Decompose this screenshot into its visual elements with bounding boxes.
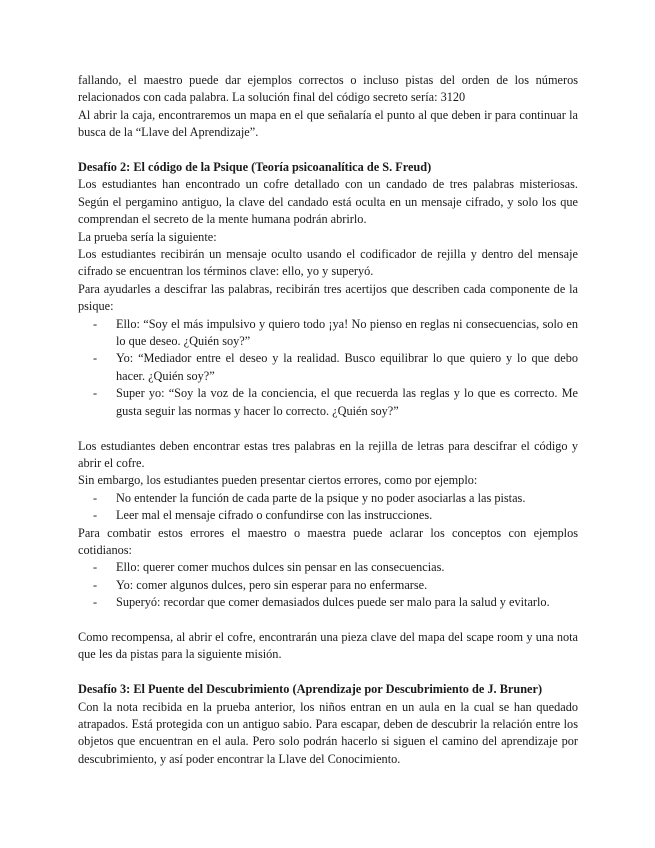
challenge-2-paragraph-2: La prueba sería la siguiente:: [78, 229, 217, 244]
intro-paragraph-1: fallando, el maestro puede dar ejemplos correctos o incluso pistas del orden de los números relacionados con cada palabra. La solución final del código secreto sería: 3120: [78, 73, 578, 105]
errors-list: [78, 490, 578, 525]
dash-bullet: -: [93, 316, 98, 331]
list-item-text: Yo: “Mediador entre el deseo y la realidad. Busco equilibrar lo que quiero y lo que debo hacer. ¿Quién soy?”: [116, 351, 578, 383]
riddles-list: [78, 316, 578, 420]
list-item-text: Yo: comer algunos dulces, pero sin esperar para no enfermarse.: [116, 577, 428, 592]
dash-bullet: -: [93, 595, 98, 610]
spacer: [78, 612, 578, 629]
dash-bullet: -: [93, 508, 98, 523]
dash-bullet: -: [93, 386, 98, 401]
challenge-3-heading: Desafío 3: El Puente del Descubrimiento (Aprendizaje por Descubrimiento de J. Bruner): [78, 682, 543, 697]
challenge-2-paragraph-5: Los estudiantes deben encontrar estas tres palabras en la rejilla de letras para descifrar el código y abrir el cofre.: [78, 438, 578, 470]
challenge-3-paragraph-1: Con la nota recibida en la prueba anterior, los niños entran en un aula en la cual se han quedado atrapados. Está protegida con un antiguo sabio. Para escapar, deben de descubrir la relación entre los objetos que encuentran en el aula. Pero solo podrán hacerlo si siguen el camino del aprendizaje por descubrimiento, y así poder encontrar la Llave del Conocimiento.: [78, 699, 578, 766]
list-item-text: Superyó: recordar que comer demasiados dulces puede ser malo para la salud y evitarlo.: [116, 595, 550, 610]
list-item-text: Leer mal el mensaje cifrado o confundirse con las instrucciones.: [116, 508, 433, 523]
list-item-text: Ello: “Soy el más impulsivo y quiero todo ¡ya! No pienso en reglas ni consecuencias, solo en lo que deseo. ¿Quién soy?”: [116, 316, 578, 349]
spacer: [78, 420, 578, 437]
list-item: [78, 507, 578, 524]
examples-list: [78, 559, 578, 611]
challenge-2-paragraph-3: Los estudiantes recibirán un mensaje oculto usando el codificador de rejilla y dentro del mensaje cifrado se encuentran los términos clave: ello, yo y superyó.: [78, 247, 578, 279]
dash-bullet: -: [93, 560, 98, 575]
list-item-text: No entender la función de cada parte de la psique y no poder asociarlas a las pistas.: [116, 490, 526, 505]
challenge-2-paragraph-8: Como recompensa, al abrir el cofre, encontrarán una pieza clave del mapa del scape room y una nota que les da pistas para la siguiente misión.: [78, 629, 578, 662]
list-item: [78, 577, 578, 594]
list-item: [78, 385, 578, 420]
challenge-2-paragraph-6: Sin embargo, los estudiantes pueden presentar ciertos errores, como por ejemplo:: [78, 473, 478, 488]
list-item: [78, 316, 578, 351]
list-item-text: Ello: querer comer muchos dulces sin pensar en las consecuencias.: [116, 560, 445, 575]
challenge-2-paragraph-4: Para ayudarles a descifrar las palabras, recibirán tres acertijos que describen cada componente de la psique:: [78, 281, 578, 314]
list-item: [78, 559, 578, 576]
dash-bullet: -: [93, 490, 98, 505]
challenge-2-heading: Desafío 2: El código de la Psique (Teoría psicoanalítica de S. Freud): [78, 160, 432, 175]
list-item: [78, 350, 578, 385]
list-item: [78, 490, 578, 507]
challenge-2-paragraph-7: Para combatir estos errores el maestro o maestra puede aclarar los conceptos con ejemplos cotidianos:: [78, 525, 578, 557]
document-page: [78, 72, 578, 768]
challenge-2-paragraph-1: Los estudiantes han encontrado un cofre detallado con un candado de tres palabras misteriosas. Según el pergamino antiguo, la clave del candado está oculta en un mensaje cifrado, y solo los que comprendan el secreto de la mente humana podrán abrirlo.: [78, 177, 578, 227]
dash-bullet: -: [93, 577, 98, 592]
intro-paragraph-2: Al abrir la caja, encontraremos un mapa en el que señalaría el punto al que deben ir para continuar la busca de la “Llave del Aprendizaje”.: [78, 107, 578, 140]
dash-bullet: -: [93, 351, 98, 366]
list-item-text: Super yo: “Soy la voz de la conciencia, el que recuerda las reglas y lo que es correcto. Me gusta seguir las normas y hacer lo correcto. ¿Quién soy?”: [116, 386, 578, 418]
list-item: [78, 594, 578, 611]
